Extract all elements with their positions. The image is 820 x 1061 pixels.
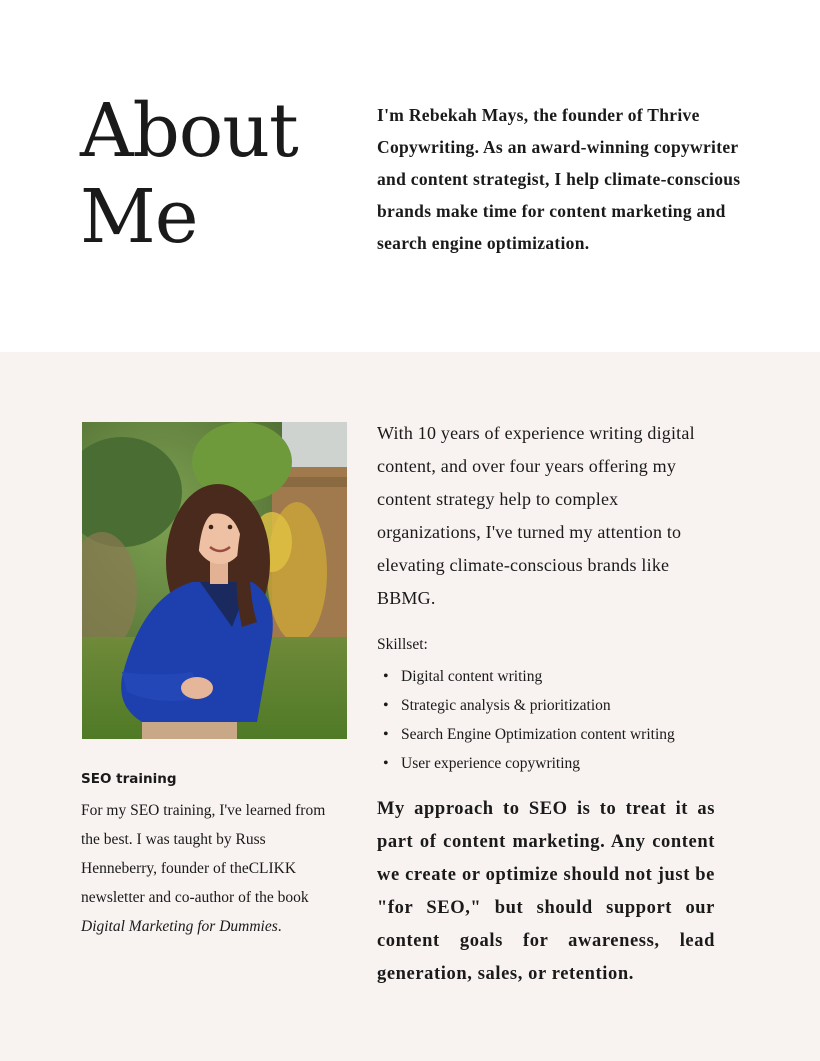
skillset-list [377, 662, 675, 778]
seo-training-paragraph [81, 796, 331, 941]
seo-training-text: For my SEO training, I've learned from the best. I was taught by Russ Henneberry, founder of theCLIKK newsletter and co-author of the book [81, 802, 326, 906]
skill-item: • User experience copywriting [377, 749, 675, 778]
skill-item: • Strategic analysis & prioritization [377, 691, 675, 720]
approach-paragraph: My approach to SEO is to treat it as part of content marketing. Any content we create or optimize should not just be "for SEO," but should support our content goals for awareness, lead generation, sales, or retention. [377, 799, 715, 984]
skillset-label: Skillset: [377, 636, 428, 653]
intro-paragraph: I'm Rebekah Mays, the founder of Thrive Copywriting. As an award-winning copywriter and content strategist, I help climate-conscious brands make time for content marketing and search engine optimization. [377, 105, 741, 253]
skill-item: • Digital content writing [377, 662, 675, 691]
seo-training-end: . [277, 918, 282, 935]
title-line-me: Me [80, 174, 198, 260]
skill-item: • Search Engine Optimization content writing [377, 720, 675, 749]
title-line-about: About [80, 88, 298, 174]
intro-section [0, 0, 820, 352]
experience-paragraph: With 10 years of experience writing digital content, and over four years offering my content strategy help to complex organizations, I've turned my attention to elevating climate-conscious brands like BBMG. [377, 423, 695, 608]
seo-training-heading: SEO training [81, 771, 177, 787]
portrait-photo [82, 422, 347, 739]
book-title: Digital Marketing for Dummies [81, 918, 278, 935]
page-title [80, 88, 298, 260]
